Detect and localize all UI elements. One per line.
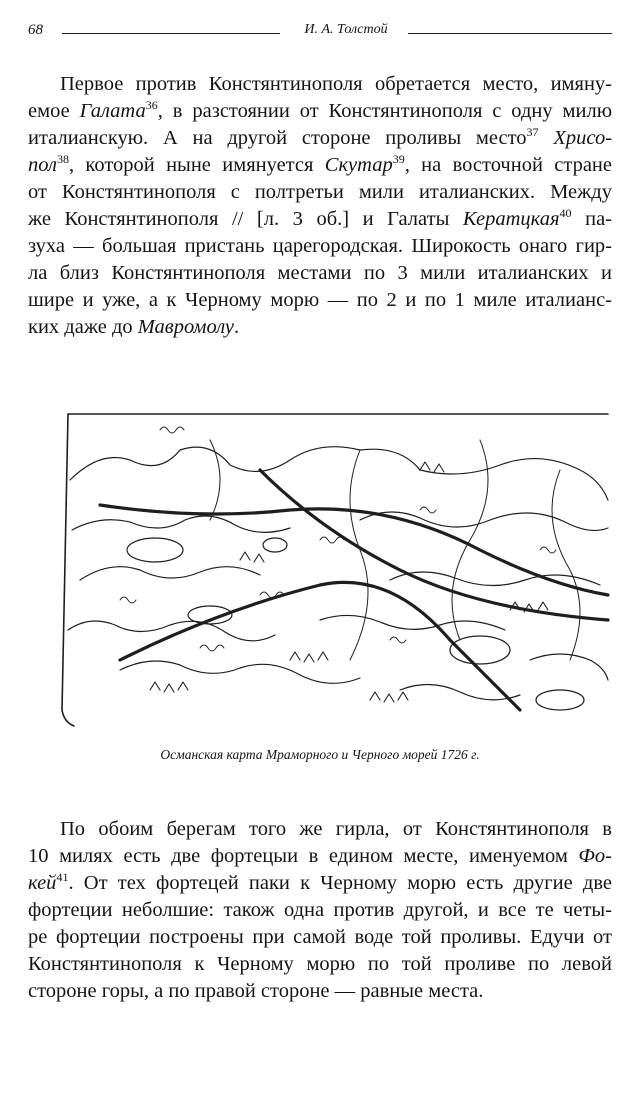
text-line: же Констянтинополя // [л. 3 об.] и Галаты Кератцкая$^{40}$ па- — [28, 206, 612, 230]
text-line: По обоим берегам того же гирла, от Констянтинополя в — [60, 818, 612, 840]
footnote-ref[interactable]: 39 — [392, 152, 405, 166]
text-line: 10 милях есть две фортецыи в едином месте, именуемом Фо- — [28, 845, 612, 867]
running-head: И. А. Толстой — [304, 22, 388, 37]
footnote-ref[interactable]: 38 — [56, 152, 69, 166]
text-line: от Констянтинополя с полтретьи мили италианских. Между — [28, 181, 612, 203]
script-marks — [120, 427, 556, 651]
figure-caption: Османская карта Мраморного и Черного морей 1726 г. — [160, 747, 480, 762]
text-line: пол$^{38}$, которой ныне имянуется Скутар$^{39}$, на восточной стране — [28, 152, 612, 176]
text-line: Первое против Констянтинополя обретается место, имяну- — [60, 73, 612, 95]
place-name: Хрисо- — [553, 127, 612, 149]
text-line: зуха — большая пристань царегородская. Широкость онаго гир- — [28, 235, 612, 257]
place-name: Галата — [79, 100, 146, 122]
coastlines — [68, 447, 608, 700]
text-line: ких даже до Мавромолу. — [28, 316, 240, 338]
paragraph-2 — [28, 816, 612, 1005]
footnote-ref[interactable]: 40 — [559, 206, 572, 220]
header-rule-left — [62, 33, 280, 34]
place-name: кей — [28, 872, 57, 894]
footnote-ref[interactable]: 41 — [56, 870, 69, 884]
lakes — [127, 538, 584, 710]
paragraph-1 — [28, 71, 612, 341]
text-line: стороне горы, а по правой стороне — равные места. — [28, 980, 484, 1002]
roads — [100, 470, 608, 710]
ottoman-map-image — [60, 410, 616, 730]
text-line: ла близ Констянтинополя местами по 3 мили италианских и — [28, 262, 612, 284]
place-name: Кератцкая — [462, 208, 560, 230]
page-number: 68 — [28, 22, 43, 38]
footnote-ref[interactable]: 37 — [526, 125, 539, 139]
text-line: емое Галата$^{36}$, в разстоянии от Констянтинополя с одну милю — [28, 98, 612, 122]
text-line: шире и уже, а к Черному морю — по 2 и по 1 миле италианс- — [28, 289, 612, 311]
text-line: Констянтинополя к Черному морю по той проливе по левой — [28, 953, 612, 975]
page-header — [28, 22, 612, 42]
text-line: кей$^{41}$. От тех фортецей паки к Черному морю есть другие две — [28, 870, 612, 894]
text-line: фортеции неболшие: також одна против другой, и все те четы- — [28, 899, 612, 921]
text-line: ре фортеции построены при самой воде той проливы. Едучи от — [28, 926, 612, 948]
text-line: италианскую. А на другой стороне проливы место$^{37}$ Хрисо- — [28, 125, 612, 149]
header-rule-right — [408, 33, 612, 34]
place-name: Скутар — [324, 154, 393, 176]
footnote-ref[interactable]: 36 — [145, 98, 158, 112]
place-name: Фо- — [578, 845, 612, 867]
place-name: пол — [28, 154, 57, 176]
place-name: Мавромолу — [137, 316, 235, 338]
